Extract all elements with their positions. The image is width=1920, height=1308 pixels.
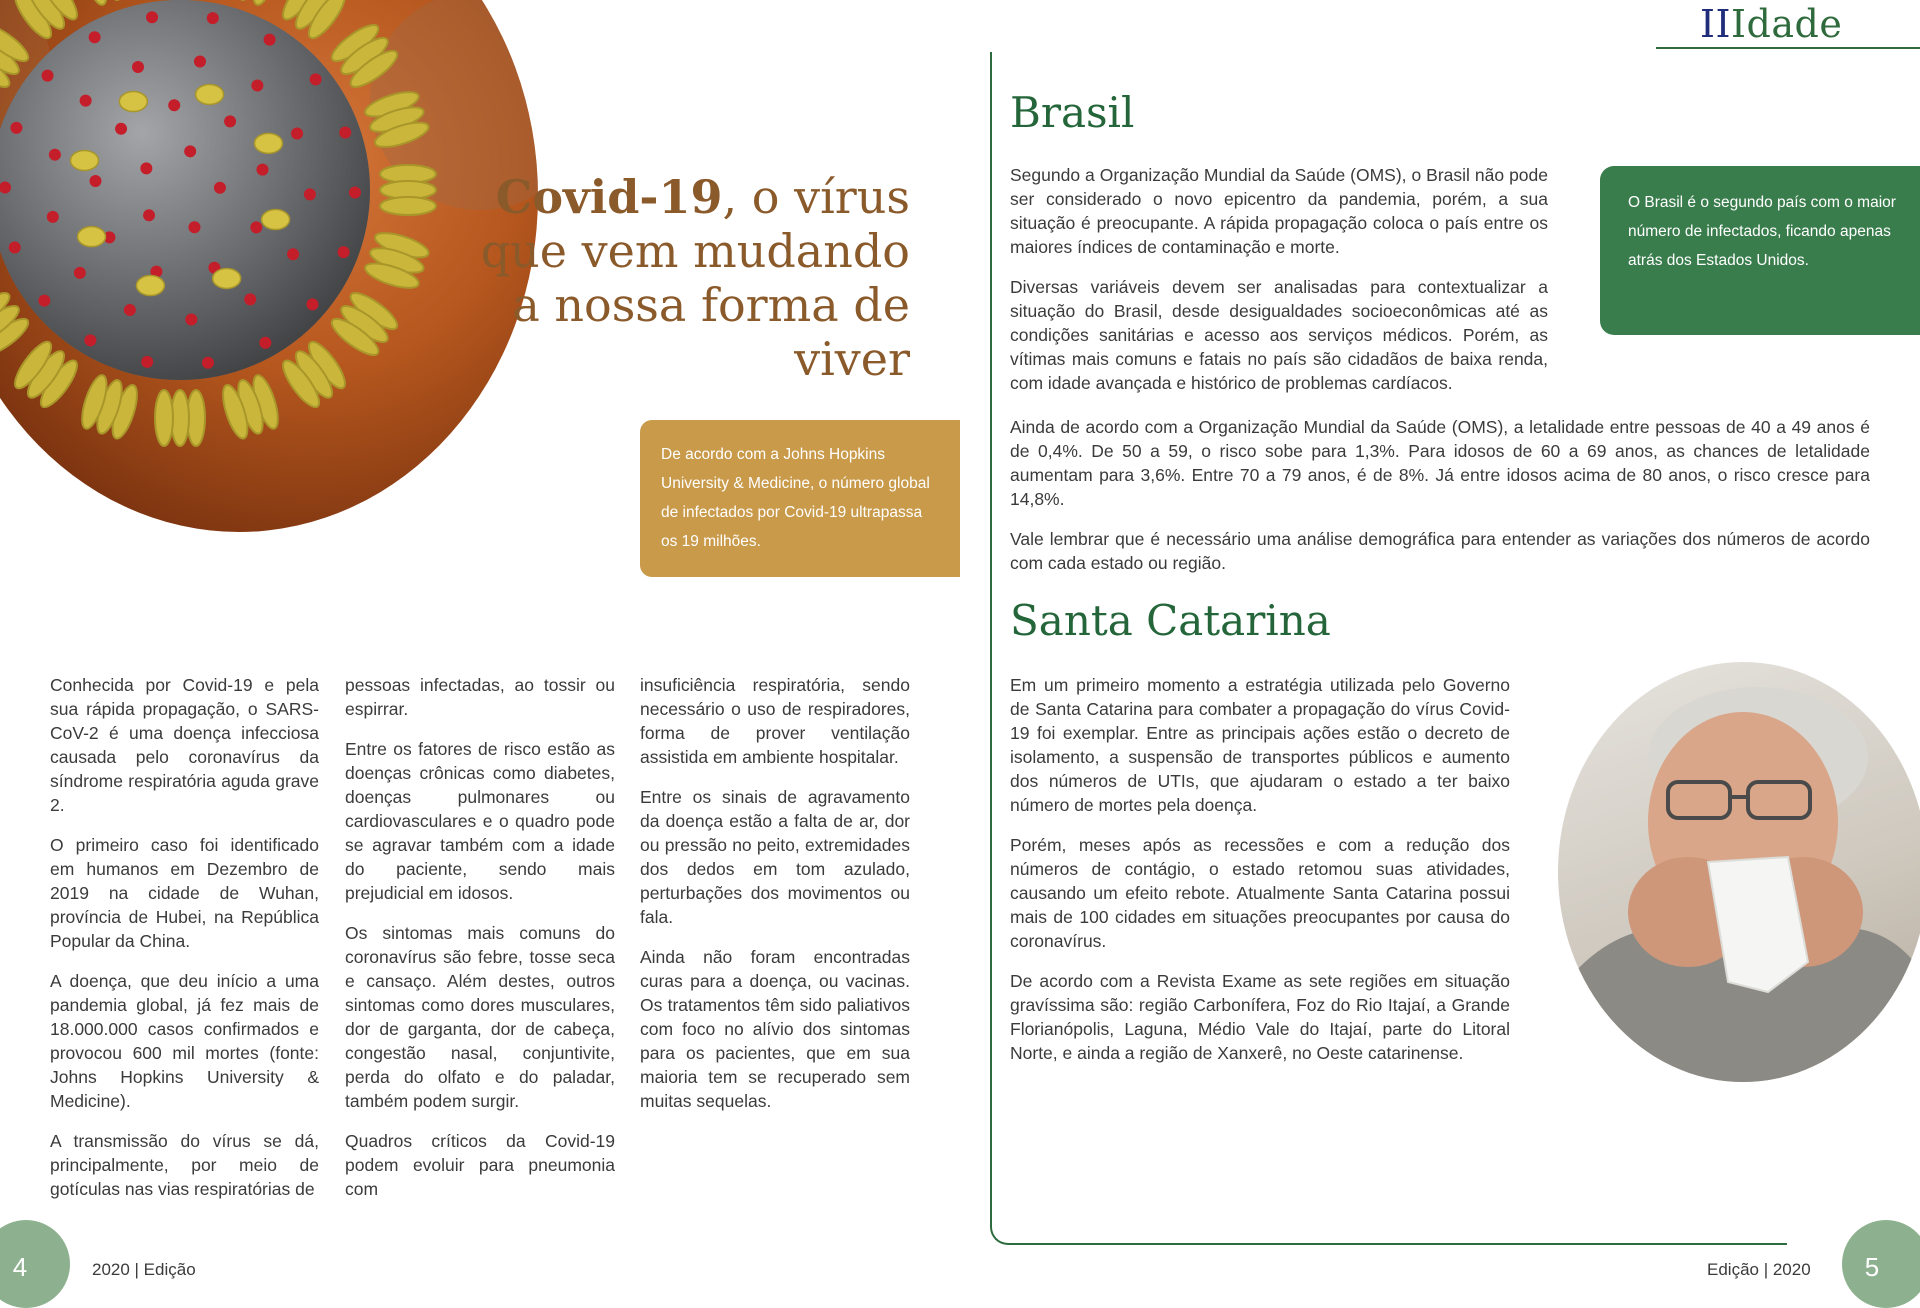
paragraph: Em um primeiro momento a estratégia utilizada pelo Governo de Santa Catarina para combater a propagação do vírus Covid-19 foi exemplar. Entre as principais ações estão o decreto de isolamento, a suspensão de transportes públicos e aumento dos números de UTIs, que ajudaram o estado a ter baixo número de mortes pela doença. — [1010, 675, 1510, 815]
paragraph: insuficiência respiratória, sendo necessário o uso de respiradores, forma de prover ventilação assistida em ambiente hospitalar. — [640, 675, 910, 767]
paragraph: De acordo com a Revista Exame as sete regiões em situação gravíssima são: região Carbonífera, Foz do Rio Itajaí, a Grande Florianópolis, Laguna, Médio Vale do Itajaí, parte do Litoral Norte, e ainda a região de Xanxerê, no Oeste catarinense. — [1010, 971, 1510, 1063]
footer-right: Edição | 2020 — [1707, 1260, 1811, 1279]
section-heading-santa-catarina: Santa Catarina — [1010, 596, 1331, 645]
logo-underline — [1656, 47, 1920, 49]
paragraph: Entre os fatores de risco estão as doenças crônicas como diabetes, doenças pulmonares ou cardiovasculares e o quadro pode se agravar também com a idade do paciente, sendo mais prejudicial em idosos. — [345, 739, 615, 903]
callout-text: De acordo com a Johns Hopkins University & Medicine, o número global de infectados por Covid-19 ultrapassa os 19 milhões. — [661, 446, 930, 550]
paragraph: A transmissão do vírus se dá, principalmente, por meio de gotículas nas vias respiratórias de — [50, 1131, 319, 1199]
page-number-text: 5 — [1864, 1252, 1880, 1282]
text-column-2 — [345, 673, 615, 1201]
title-rest: , o vírus que vem mudando a nossa forma de viver — [480, 170, 910, 386]
elderly-man-sneezing-photo — [1558, 662, 1920, 1082]
paragraph: Diversas variáveis devem ser analisadas para contextualizar a situação do Brasil, desde desigualdades socioeconômicas até as condições sanitárias e acesso aos serviços médicos. Porém, as vítimas mais comuns e fatais no país são cidadãos de baixa renda, com idade avançada e histórico de problemas cardíacos. — [1010, 277, 1548, 393]
callout-text: O Brasil é o segundo país com o maior número de infectados, ficando apenas atrás dos Estados Unidos. — [1628, 194, 1896, 269]
paragraph: Vale lembrar que é necessário uma análise demográfica para entender as variações dos números de acordo com cada estado ou região. — [1010, 529, 1870, 573]
brasil-wide-text — [1010, 415, 1870, 575]
paragraph: Conhecida por Covid-19 e pela sua rápida propagação, o SARS-CoV-2 é uma doença infecciosa causada pelo coronavírus da síndrome respiratória aguda grave 2. — [50, 675, 319, 815]
page-number-text: 4 — [12, 1252, 28, 1282]
paragraph: Quadros críticos da Covid-19 podem evoluir para pneumonia com — [345, 1131, 615, 1199]
callout-brasil-ranking — [1600, 166, 1920, 335]
page-number-right — [1842, 1220, 1920, 1308]
paragraph: A doença, que deu início a uma pandemia global, já fez mais de 18.000.000 casos confirmados e provocou 600 mil mortes (fonte: Johns Hopkins University & Medicine). — [50, 971, 319, 1111]
title-bold: Covid-19 — [495, 170, 723, 224]
callout-infected-global — [640, 420, 960, 577]
brasil-text — [1010, 163, 1548, 395]
paragraph: Os sintomas mais comuns do coronavírus são febre, tosse seca e cansaço. Além destes, outros sintomas como dores musculares, dor de garganta, dor de cabeça, congestão nasal, conjuntivite, perda do olfato e do paladar, também podem surgir. — [345, 923, 615, 1111]
paragraph: Segundo a Organização Mundial da Saúde (OMS), o Brasil não pode ser considerado o novo epicentro da pandemia, porém, a sua situação é preocupante. A rápida propagação coloca o país entre os maiores índices de contaminação e morte. — [1010, 165, 1548, 257]
paragraph: Porém, meses após as recessões e com a redução dos números de contágio, o estado retomou suas atividades, causando um efeito rebote. Atualmente Santa Catarina possui mais de 100 cidades em situações preocupantes por causa do coronavírus. — [1010, 835, 1510, 951]
paragraph: pessoas infectadas, ao tossir ou espirrar. — [345, 675, 615, 719]
magazine-logo — [1700, 2, 1842, 46]
text-column-1 — [50, 673, 319, 1201]
paragraph: Ainda de acordo com a Organização Mundial da Saúde (OMS), a letalidade entre pessoas de 40 a 49 anos é de 0,4%. De 50 a 59, o risco sobe para 1,3%. Para idosos de 60 a 69 anos, as chances de letalidade aumentam para 3,6%. Entre 70 a 79 anos, é de 8%. Já entre idosos acima de 80 anos, o risco cresce para 14,8%. — [1010, 417, 1870, 509]
logo-name: Idade — [1731, 2, 1843, 46]
section-heading-brasil: Brasil — [1010, 88, 1135, 137]
paragraph: O primeiro caso foi identificado em humanos em Dezembro de 2019 na cidade de Wuhan, província de Hubei, na República Popular da China. — [50, 835, 319, 951]
page-number-left — [0, 1220, 70, 1308]
text-column-3 — [640, 673, 910, 1113]
paragraph: Entre os sinais de agravamento da doença estão a falta de ar, dor ou pressão no peito, extremidades dos dedos em tom azulado, perturbações dos movimentos ou fala. — [640, 787, 910, 927]
coronavirus-illustration — [0, 0, 538, 532]
logo-prefix: II — [1700, 2, 1732, 46]
footer-left: 2020 | Edição — [92, 1260, 196, 1279]
santa-catarina-text — [1010, 673, 1510, 1065]
article-title — [470, 170, 910, 386]
paragraph: Ainda não foram encontradas curas para a doença, ou vacinas. Os tratamentos têm sido paliativos com foco no alívio dos sintomas para os pacientes, que em sua maioria tem se recuperado sem muitas sequelas. — [640, 947, 910, 1111]
